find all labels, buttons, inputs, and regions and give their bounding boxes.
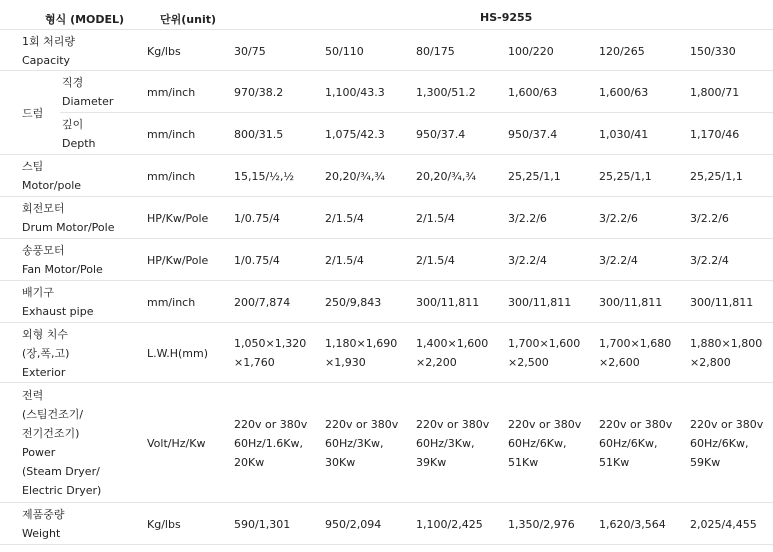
row-unit — [147, 434, 205, 453]
row-divider — [0, 154, 773, 155]
table-cell — [325, 125, 385, 144]
row-label — [22, 505, 65, 543]
table-cell-line: 51Kw — [599, 456, 630, 469]
table-cell-line: 120/265 — [599, 45, 645, 58]
table-cell-line: ×2,800 — [690, 356, 731, 369]
table-cell-line: 60Hz/6Kw, — [508, 437, 567, 450]
table-cell-line: 3/2.2/4 — [690, 254, 729, 267]
row-unit-line: L.W.H(mm) — [147, 347, 209, 360]
table-cell — [416, 515, 483, 534]
table-cell — [690, 251, 729, 270]
row-label-line: 직경 — [62, 76, 84, 89]
series-header: HS-9255 — [480, 11, 533, 24]
table-cell — [416, 415, 489, 472]
table-cell — [325, 42, 364, 61]
row-label-line: 제품중량 — [22, 508, 65, 521]
table-cell-line: 60Hz/1.6Kw, — [234, 437, 303, 450]
table-cell — [325, 415, 398, 472]
table-cell — [234, 334, 306, 372]
table-cell-line: 100/220 — [508, 45, 554, 58]
table-cell-line: 60Hz/3Kw, — [416, 437, 475, 450]
table-cell — [690, 415, 763, 472]
table-cell-line: 1,050×1,320 — [234, 337, 307, 350]
table-cell-line: 950/37.4 — [416, 128, 466, 141]
table-cell-line: 1,180×1,690 — [325, 337, 398, 350]
table-cell-line: 1/0.75/4 — [234, 212, 280, 225]
table-cell — [325, 293, 381, 312]
table-cell — [690, 83, 739, 102]
row-label-line: 외형 치수 — [22, 328, 69, 341]
table-cell — [508, 125, 557, 144]
row-divider — [60, 112, 773, 113]
table-cell-line: 220v or 380v — [508, 418, 582, 431]
table-cell-line: 60Hz/6Kw, — [690, 437, 749, 450]
row-unit — [147, 251, 208, 270]
table-cell-line: 15,15/½,½ — [234, 170, 295, 183]
row-label — [22, 241, 103, 279]
table-cell-line: 2/1.5/4 — [325, 254, 364, 267]
table-cell-line: 250/9,843 — [325, 296, 382, 309]
table-cell — [508, 293, 571, 312]
table-cell — [599, 209, 638, 228]
model-header: 형식 (MODEL) — [45, 13, 125, 26]
row-unit-line: Kg/lbs — [147, 45, 181, 58]
table-cell-line: 1,700×1,600 — [508, 337, 581, 350]
table-cell-line: 3/2.2/6 — [690, 212, 729, 225]
table-cell — [416, 42, 455, 61]
table-cell — [325, 515, 381, 534]
table-cell-line: 1,075/42.3 — [325, 128, 385, 141]
table-cell — [508, 83, 557, 102]
table-cell-line: 220v or 380v — [599, 418, 673, 431]
row-unit — [147, 344, 208, 363]
row-unit — [147, 167, 195, 186]
table-cell — [508, 167, 561, 186]
table-cell — [508, 209, 547, 228]
table-cell-line: 25,25/1,1 — [599, 170, 652, 183]
table-cell — [690, 334, 762, 372]
row-unit — [147, 209, 208, 228]
row-label — [22, 32, 75, 70]
table-cell-line: 1,700×1,680 — [599, 337, 672, 350]
row-divider — [0, 502, 773, 503]
table-cell-line: 300/11,811 — [690, 296, 754, 309]
row-divider — [0, 238, 773, 239]
table-cell — [599, 83, 648, 102]
row-label — [62, 73, 113, 111]
table-cell — [416, 209, 455, 228]
row-label-line: Fan Motor/Pole — [22, 263, 103, 276]
table-cell-line: 150/330 — [690, 45, 736, 58]
table-cell-line: 1,100/43.3 — [325, 86, 385, 99]
table-cell-line: 60Hz/3Kw, — [325, 437, 384, 450]
table-cell — [508, 251, 547, 270]
table-cell-line: 25,25/1,1 — [508, 170, 561, 183]
table-cell — [508, 42, 554, 61]
row-divider — [0, 196, 773, 197]
table-cell — [599, 125, 648, 144]
table-cell-line: 1,600/63 — [508, 86, 558, 99]
table-cell — [508, 334, 580, 372]
table-cell-line: 800/31.5 — [234, 128, 284, 141]
table-cell-line: 2/1.5/4 — [416, 212, 455, 225]
row-unit — [147, 515, 181, 534]
table-cell — [234, 125, 283, 144]
table-cell — [416, 125, 465, 144]
table-cell-line: 51Kw — [508, 456, 539, 469]
table-cell-line: 1,620/3,564 — [599, 518, 666, 531]
row-unit-line: mm/inch — [147, 128, 196, 141]
table-cell — [690, 209, 729, 228]
row-unit-line: Volt/Hz/Kw — [147, 437, 206, 450]
row-label-line: (장,폭,고) — [22, 347, 70, 360]
row-label — [22, 283, 93, 321]
table-cell — [234, 415, 307, 472]
table-cell-line: 300/11,811 — [416, 296, 480, 309]
row-label-line: Capacity — [22, 54, 71, 67]
table-cell-line: 1,800/71 — [690, 86, 740, 99]
table-cell — [690, 167, 743, 186]
row-unit-line: HP/Kw/Pole — [147, 212, 209, 225]
header-divider — [0, 29, 773, 30]
table-cell — [599, 334, 671, 372]
table-cell — [508, 515, 575, 534]
table-cell-line: 950/2,094 — [325, 518, 382, 531]
table-cell-line: 3/2.2/6 — [599, 212, 638, 225]
row-unit — [147, 293, 195, 312]
table-cell — [325, 251, 364, 270]
row-label-line: Motor/pole — [22, 179, 82, 192]
row-label-line: Power — [22, 446, 56, 459]
table-cell — [690, 515, 757, 534]
table-cell — [599, 167, 652, 186]
table-cell — [234, 167, 294, 186]
row-label — [22, 157, 81, 195]
table-cell-line: ×2,200 — [416, 356, 457, 369]
row-label-line: Weight — [22, 527, 61, 540]
table-cell-line: ×2,600 — [599, 356, 640, 369]
table-cell — [599, 515, 666, 534]
row-unit — [147, 83, 195, 102]
table-cell — [416, 167, 476, 186]
row-divider — [0, 70, 773, 71]
table-cell-line: 590/1,301 — [234, 518, 291, 531]
table-cell — [690, 293, 753, 312]
table-cell-line: 20Kw — [234, 456, 265, 469]
row-label-line: Drum Motor/Pole — [22, 221, 115, 234]
table-cell — [325, 83, 385, 102]
table-cell-line: 80/175 — [416, 45, 455, 58]
table-cell — [599, 251, 638, 270]
row-label-line: 송풍모터 — [22, 244, 65, 257]
table-cell — [234, 251, 280, 270]
table-cell — [325, 334, 397, 372]
table-cell-line: 1,880×1,800 — [690, 337, 763, 350]
table-cell-line: 1,400×1,600 — [416, 337, 489, 350]
table-cell — [599, 42, 645, 61]
row-label — [22, 199, 114, 237]
table-cell-line: 220v or 380v — [325, 418, 399, 431]
table-cell-line: 200/7,874 — [234, 296, 291, 309]
table-cell-line: 20,20/¾,¾ — [416, 170, 477, 183]
table-cell-line: ×1,930 — [325, 356, 366, 369]
row-label-line: (Steam Dryer/ — [22, 465, 100, 478]
row-divider — [0, 382, 773, 383]
table-cell — [234, 42, 266, 61]
table-cell-line: 39Kw — [416, 456, 447, 469]
row-label-line: 스팀 — [22, 160, 44, 173]
table-cell — [325, 209, 364, 228]
table-cell-line: 220v or 380v — [234, 418, 308, 431]
table-cell-line: 60Hz/6Kw, — [599, 437, 658, 450]
row-label-line: 깊이 — [62, 118, 84, 131]
row-label-line: (스팀건조기/ — [22, 408, 84, 421]
table-cell-line: 300/11,811 — [508, 296, 572, 309]
table-cell-line: 220v or 380v — [416, 418, 490, 431]
table-cell-line: ×1,760 — [234, 356, 275, 369]
row-label-line: 전기건조기) — [22, 427, 80, 440]
unit-header: 단위(unit) — [160, 13, 216, 26]
row-label-line: Exhaust pipe — [22, 305, 94, 318]
row-unit-line: Kg/lbs — [147, 518, 181, 531]
table-cell-line: 300/11,811 — [599, 296, 663, 309]
table-cell — [234, 209, 280, 228]
row-unit — [147, 42, 181, 61]
row-divider — [0, 322, 773, 323]
table-cell-line: ×2,500 — [508, 356, 549, 369]
row-label-line: 회전모터 — [22, 202, 65, 215]
row-divider — [0, 280, 773, 281]
row-label — [62, 115, 96, 153]
table-cell-line: 1,350/2,976 — [508, 518, 575, 531]
row-label-line: Electric Dryer) — [22, 484, 102, 497]
table-cell-line: 1,170/46 — [690, 128, 740, 141]
table-cell-line: 220v or 380v — [690, 418, 764, 431]
table-cell-line: 30/75 — [234, 45, 266, 58]
table-cell — [690, 125, 739, 144]
table-cell — [508, 415, 581, 472]
row-label-line: Depth — [62, 137, 96, 150]
table-cell — [234, 83, 283, 102]
table-cell-line: 950/37.4 — [508, 128, 558, 141]
table-cell-line: 2/1.5/4 — [325, 212, 364, 225]
table-cell — [416, 83, 476, 102]
drum-group-label: 드럼 — [22, 107, 44, 120]
table-cell-line: 2/1.5/4 — [416, 254, 455, 267]
table-cell-line: 1,030/41 — [599, 128, 649, 141]
table-cell-line: 3/2.2/4 — [599, 254, 638, 267]
table-cell-line: 20,20/¾,¾ — [325, 170, 386, 183]
table-cell-line: 59Kw — [690, 456, 721, 469]
row-unit-line: mm/inch — [147, 296, 196, 309]
table-cell — [599, 293, 662, 312]
table-cell-line: 3/2.2/6 — [508, 212, 547, 225]
table-cell-line: 50/110 — [325, 45, 364, 58]
table-cell-line: 1,100/2,425 — [416, 518, 483, 531]
table-cell — [690, 42, 736, 61]
table-cell — [416, 293, 479, 312]
table-cell — [416, 334, 488, 372]
row-unit-line: mm/inch — [147, 170, 196, 183]
row-label-line: Exterior — [22, 366, 66, 379]
row-unit-line: HP/Kw/Pole — [147, 254, 209, 267]
row-unit — [147, 125, 195, 144]
table-cell-line: 1,600/63 — [599, 86, 649, 99]
table-cell-line: 2,025/4,455 — [690, 518, 757, 531]
row-label — [22, 386, 101, 500]
table-cell-line: 3/2.2/4 — [508, 254, 547, 267]
table-cell-line: 1,300/51.2 — [416, 86, 476, 99]
table-cell-line: 1/0.75/4 — [234, 254, 280, 267]
row-label-line: Diameter — [62, 95, 114, 108]
table-cell — [599, 415, 672, 472]
row-label-line: 배기구 — [22, 286, 54, 299]
table-cell-line: 25,25/1,1 — [690, 170, 743, 183]
row-label — [22, 325, 69, 382]
table-cell-line: 30Kw — [325, 456, 356, 469]
row-label-line: 전력 — [22, 389, 44, 402]
row-divider — [0, 544, 773, 545]
table-cell — [234, 293, 290, 312]
row-unit-line: mm/inch — [147, 86, 196, 99]
table-cell — [325, 167, 385, 186]
table-cell-line: 970/38.2 — [234, 86, 284, 99]
table-cell — [416, 251, 455, 270]
row-label-line: 1회 처리량 — [22, 35, 75, 48]
table-cell — [234, 515, 290, 534]
